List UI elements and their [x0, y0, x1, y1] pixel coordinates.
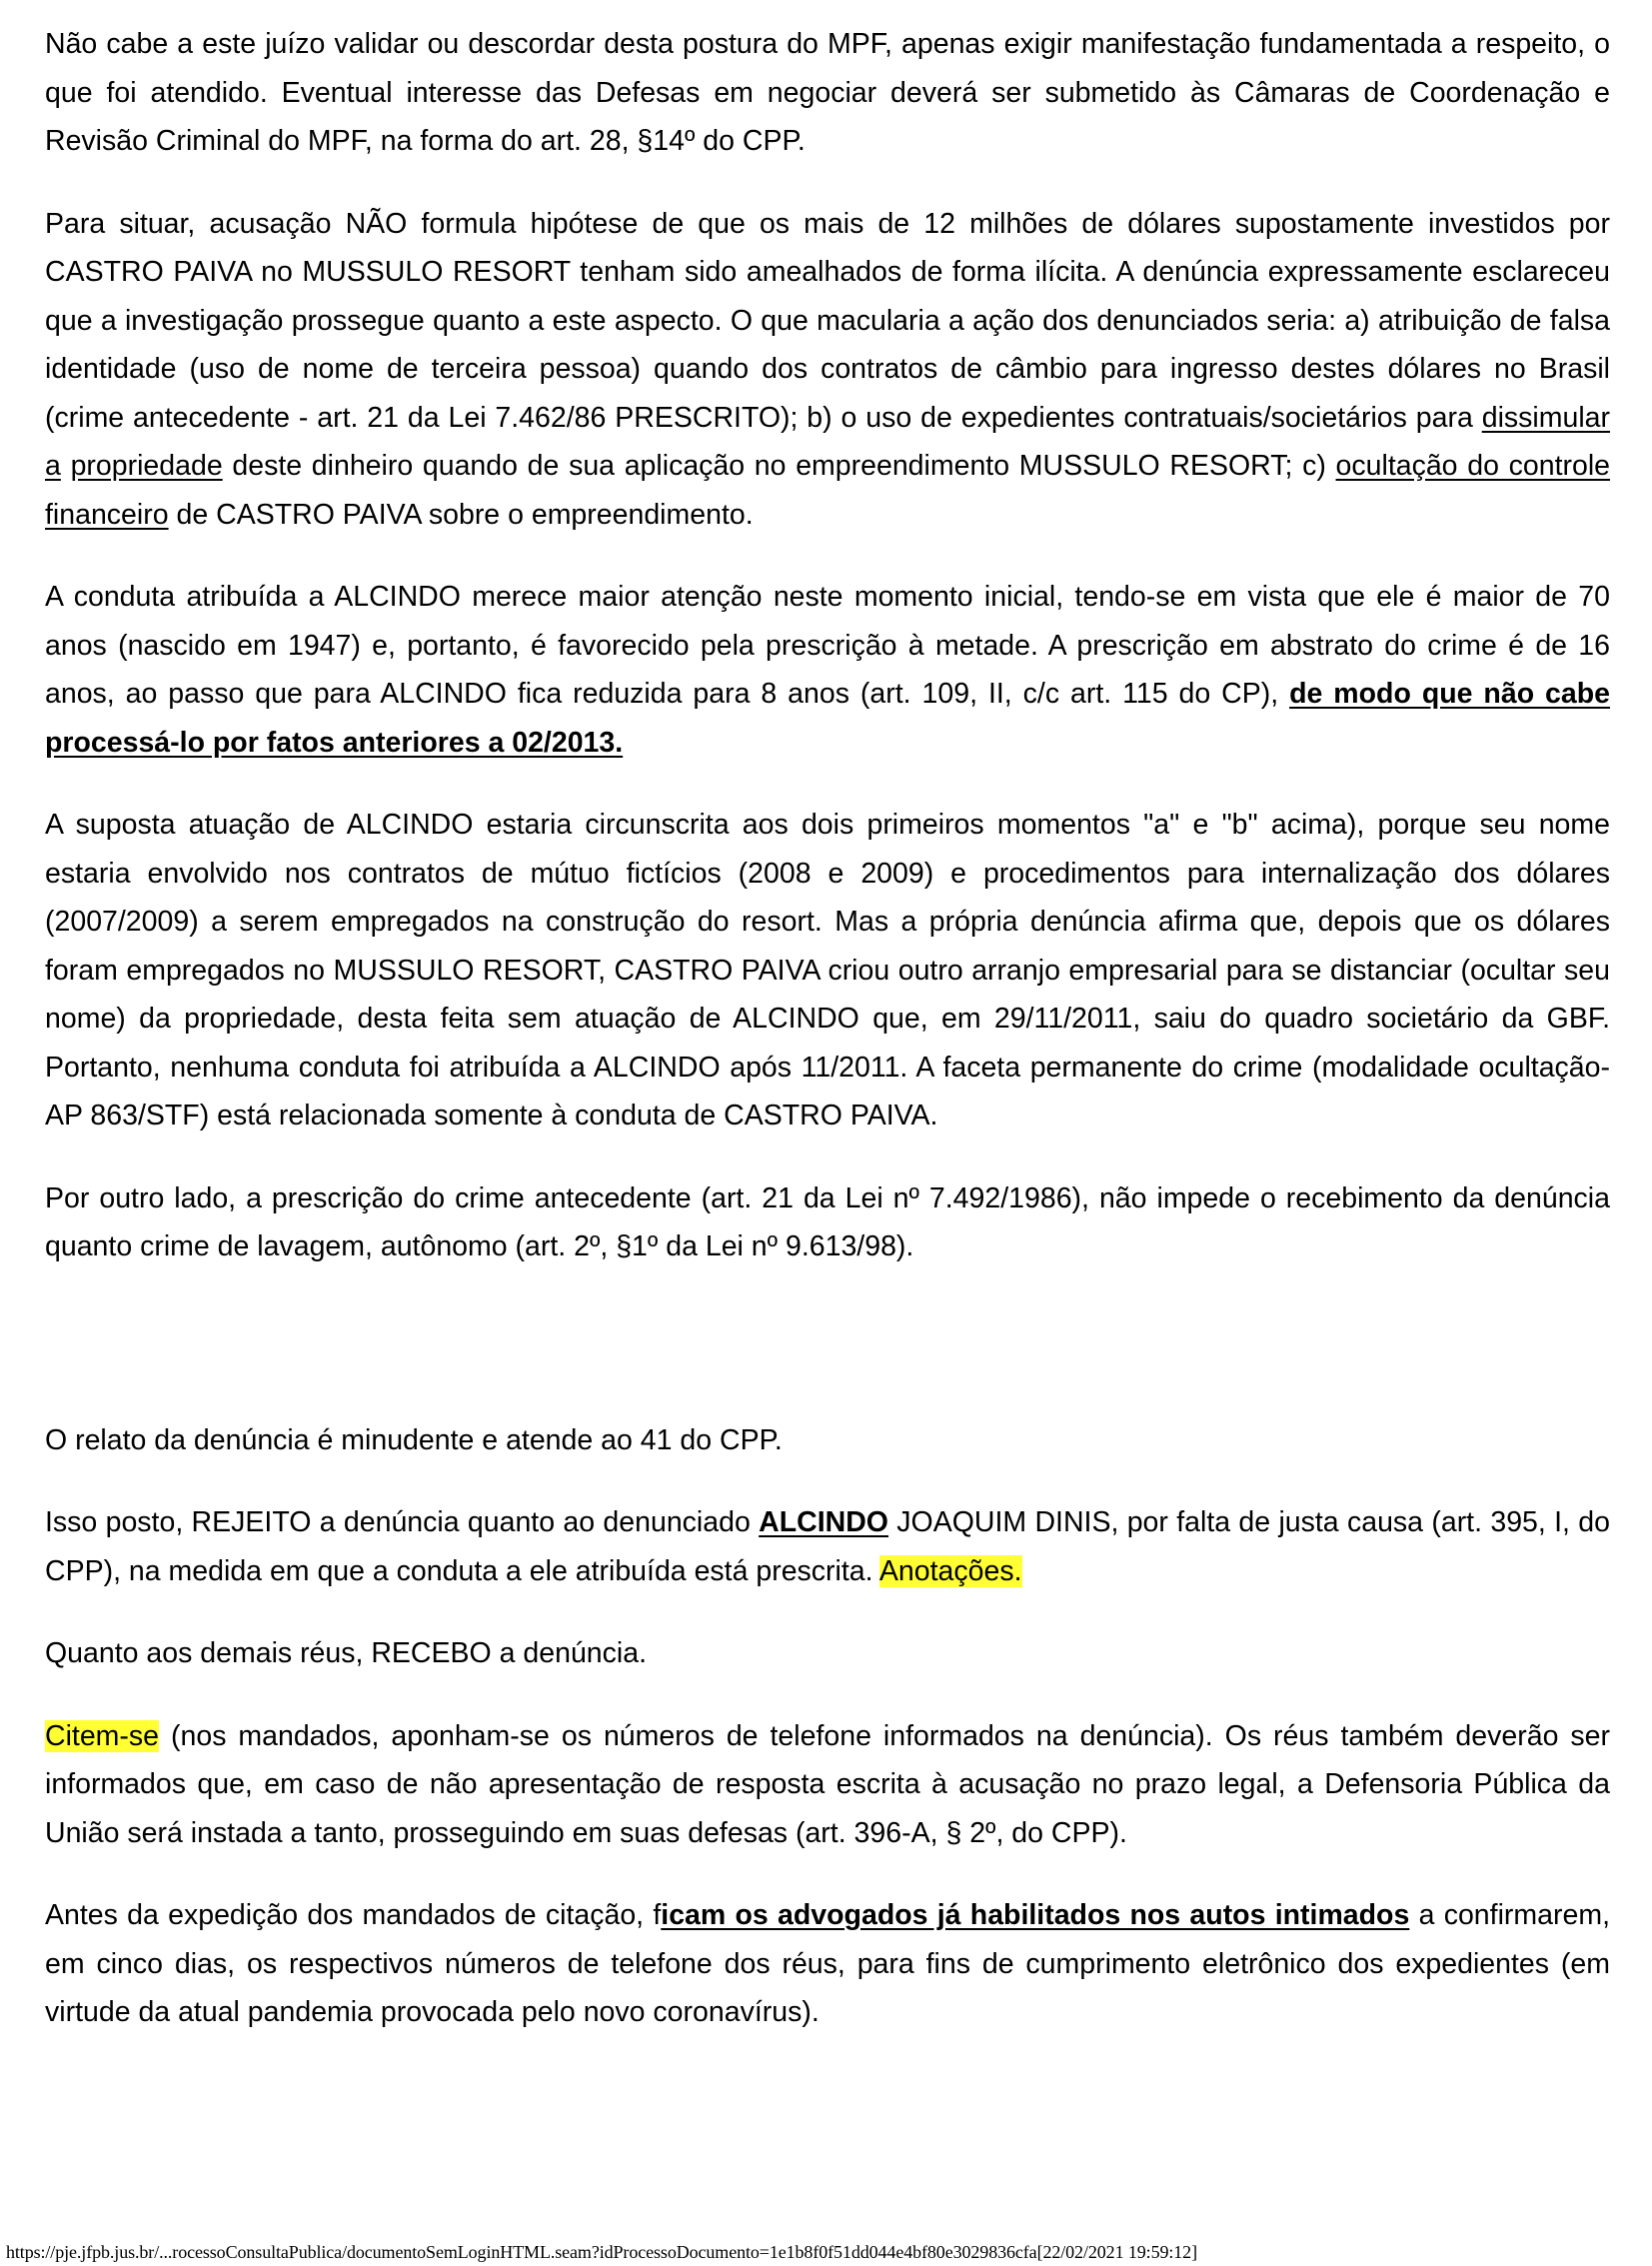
paragraph	[45, 1174, 1610, 1271]
paragraph	[45, 20, 1610, 166]
underlined-text: dissimular a	[45, 401, 1610, 482]
underlined-text: propriedade	[70, 450, 223, 482]
text-run: JOAQUIM DINIS, por falta de justa causa (art. 395, I, do CPP), na medida em que a conduta a ele atribuída está prescrita.	[45, 1506, 1610, 1587]
bold-underlined-text: de modo que não cabe processá-lo por fatos anteriores a 02/2013.	[45, 678, 1611, 759]
text-run: de CASTRO PAIVA sobre o empreendimento.	[168, 498, 754, 531]
paragraph	[45, 1891, 1610, 2037]
text-run: Por outro lado, a prescrição do crime antecedente (art. 21 da Lei nº 7.492/1986), não impede o recebimento da denúncia quanto crime de lavagem, autônomo (art. 2º, §1º da Lei nº 9.613/98).	[45, 1181, 1610, 1262]
paragraph	[45, 801, 1610, 1140]
text-run: Antes da expedição dos mandados de citação, f	[45, 1899, 662, 1931]
document-body	[45, 20, 1610, 2071]
text-run: deste dinheiro quando de sua aplicação no empreendimento MUSSULO RESORT; c)	[222, 450, 1336, 482]
highlighted-text: Citem-se	[45, 1719, 160, 1752]
paragraph	[45, 1416, 1610, 1465]
text-run: O relato da denúncia é minudente e atende ao 41 do CPP.	[45, 1423, 783, 1456]
text-run: Quanto aos demais réus, RECEBO a denúncia.	[45, 1637, 647, 1669]
text-run: Isso posto, REJEITO a denúncia quanto ao denunciado	[45, 1506, 760, 1538]
paragraph	[45, 573, 1610, 767]
highlighted-text: Anotações.	[878, 1554, 1022, 1587]
text-run: a confirmarem, em cinco dias, os respectivos números de telefone dos réus, para fins de cumprimento eletrônico dos expedientes (em virtude da atual pandemia provocada pelo novo coronavírus).	[45, 1899, 1610, 2028]
page-url-footer: https://pje.jfpb.jus.br/...rocessoConsultaPublica/documentoSemLoginHTML.seam?idProcessoDocumento=1e1b8f0f51dd044e4bf80e3029836cfa[22/02/2021 19:59:12]	[6, 2242, 1197, 2262]
paragraph	[45, 1712, 1610, 1858]
bold-underlined-text: ALCINDO	[759, 1506, 888, 1538]
text-run: Para situar, acusação NÃO formula hipótese de que os mais de 12 milhões de dólares supostamente investidos por CASTRO PAIVA no MUSSULO RESORT tenham sido amealhados de forma ilícita. A denúncia expressamente esclareceu que a investigação prossegue quanto a este aspecto. O que macularia a ação dos denunciados seria: a) atribuição de falsa identidade (uso de nome de terceira pessoa) quando dos contratos de câmbio para ingresso destes dólares no Brasil (crime antecedente - art. 21 da Lei 7.462/86 PRESCRITO); b) o uso de expedientes contratuais/societários para	[45, 207, 1610, 434]
bold-underlined-text: icam os advogados já habilitados nos autos intimados	[661, 1899, 1410, 1931]
text-run: A suposta atuação de ALCINDO estaria circunscrita aos dois primeiros momentos "a" e "b" acima), porque seu nome estaria envolvido nos contratos de mútuo fictícios (2008 e 2009) e procedimentos para internalização dos dólares (2007/2009) a serem empregados na construção do resort. Mas a própria denúncia afirma que, depois que os dólares foram empregados no MUSSULO RESORT, CASTRO PAIVA criou outro arranjo empresarial para se distanciar (ocultar seu nome) da propriedade, desta feita sem atuação de ALCINDO que, em 29/11/2011, saiu do quadro societário da GBF. Portanto, nenhuma conduta foi atribuída a ALCINDO após 11/2011. A faceta permanente do crime (modalidade ocultação- AP 863/STF) está relacionada somente à conduta de CASTRO PAIVA.	[45, 809, 1610, 1132]
text-run: (nos mandados, aponham-se os números de telefone informados na denúncia). Os réus também deverão ser informados que, em caso de não apresentação de resposta escrita à acusação no prazo legal, a Defensoria Pública da União será instada a tanto, prosseguindo em suas defesas (art. 396-A, § 2º, do CPP).	[45, 1719, 1610, 1849]
text-run	[61, 450, 71, 482]
text-run: A conduta atribuída a ALCINDO merece maior atenção neste momento inicial, tendo-se em vista que ele é maior de 70 anos (nascido em 1947) e, portanto, é favorecido pela prescrição à metade. A prescrição em abstrato do crime é de 16 anos, ao passo que para ALCINDO fica reduzida para 8 anos (art. 109, II, c/c art. 115 do CP),	[45, 581, 1610, 710]
paragraph	[45, 200, 1610, 540]
paragraph	[45, 1629, 1610, 1678]
paragraph	[45, 1498, 1610, 1595]
text-run: Não cabe a este juízo validar ou descordar desta postura do MPF, apenas exigir manifestação fundamentada a respeito, o que foi atendido. Eventual interesse das Defesas em negociar deverá ser submetido às Câmaras de Coordenação e Revisão Criminal do MPF, na forma do art. 28, §14º do CPP.	[45, 28, 1610, 157]
underlined-text: ocultação do controle financeiro	[45, 450, 1611, 531]
